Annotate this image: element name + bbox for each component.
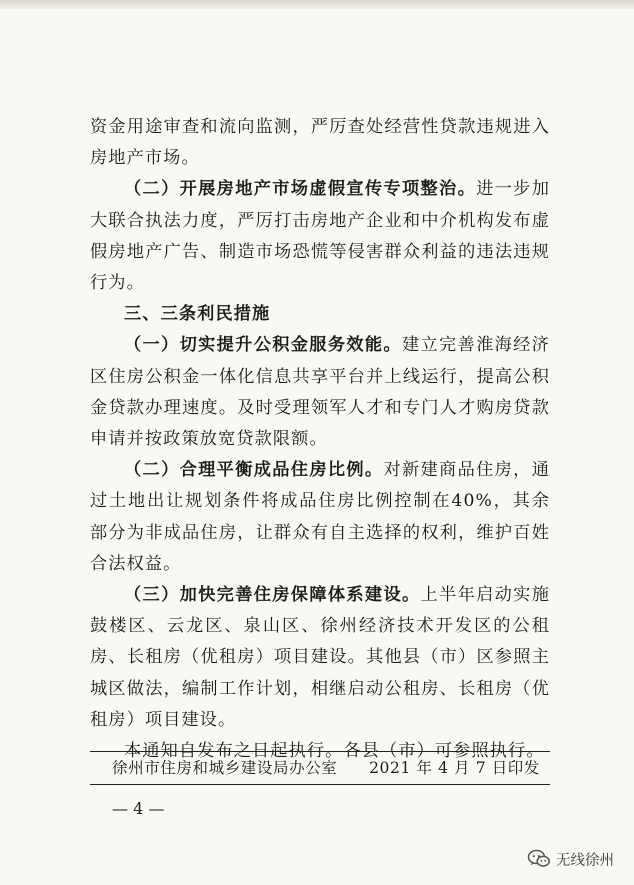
paragraph-text: 进一步加大联合执法力度，严厉打击房地产企业和中介机构发布虚假房地产广告、制造市场恐慌等侵害群众利益的违法违规行为。 [90,179,550,294]
paragraph-lead: （一）切实提升公积金服务效能。 [124,335,402,356]
paragraph-continuation: 资金用途审查和流向监测，严厉查处经营性贷款违规进入房地产市场。 [90,117,550,169]
paragraph-lead: （三）加快完善住房保障体系建设。 [124,585,421,606]
issuing-office: 徐州市住房和城乡建设局办公室 [112,759,338,777]
section-heading: 三、三条利民措施 [124,304,271,325]
paragraph-lead: （二）合理平衡成品住房比例。 [124,460,384,481]
footer-rule-top [90,751,550,752]
watermark [527,846,614,872]
document-body [90,112,550,767]
paragraph-housing-security [90,580,550,736]
page-fold-shadow [0,0,634,9]
wechat-icon [527,849,551,869]
paragraph-text: 建立完善淮海经济区住房公积金一体化信息共享平台并上线运行，提高公积金贷款办理速度。及时受理领军人才和专门人才购房贷款申请并按政策放宽贷款限额。 [90,335,550,450]
paragraph-finished-housing [90,455,550,580]
paragraph-false-advertising [90,174,550,299]
watermark-text: 无线徐州 [556,852,614,869]
issue-date: 2021 年 4 月 7 日印发 [369,759,540,777]
paragraph-effective-notice: 本通知自发布之日起执行。各县（市）可参照执行。 [124,741,545,762]
page-number: — 4 — [112,799,165,818]
paragraph-text: 上半年启动实施鼓楼区、云龙区、泉山区、徐州经济技术开发区的公租房、长租房（优租房）项目建设。其他县（市）区参照主城区做法，编制工作计划，相继启动公租房、长租房（优租房）项目建设。 [90,585,550,730]
paragraph-housing-fund [90,330,550,455]
footer-rule-bottom [90,784,550,785]
paragraph-text: 对新建商品住房，通过土地出让规划条件将成品住房比例控制在40%，其余部分为非成品住房，让群众有自主选择的权利，维护百姓合法权益。 [90,460,550,574]
paragraph-lead: （二）开展房地产市场虚假宣传专项整治。 [124,179,477,200]
